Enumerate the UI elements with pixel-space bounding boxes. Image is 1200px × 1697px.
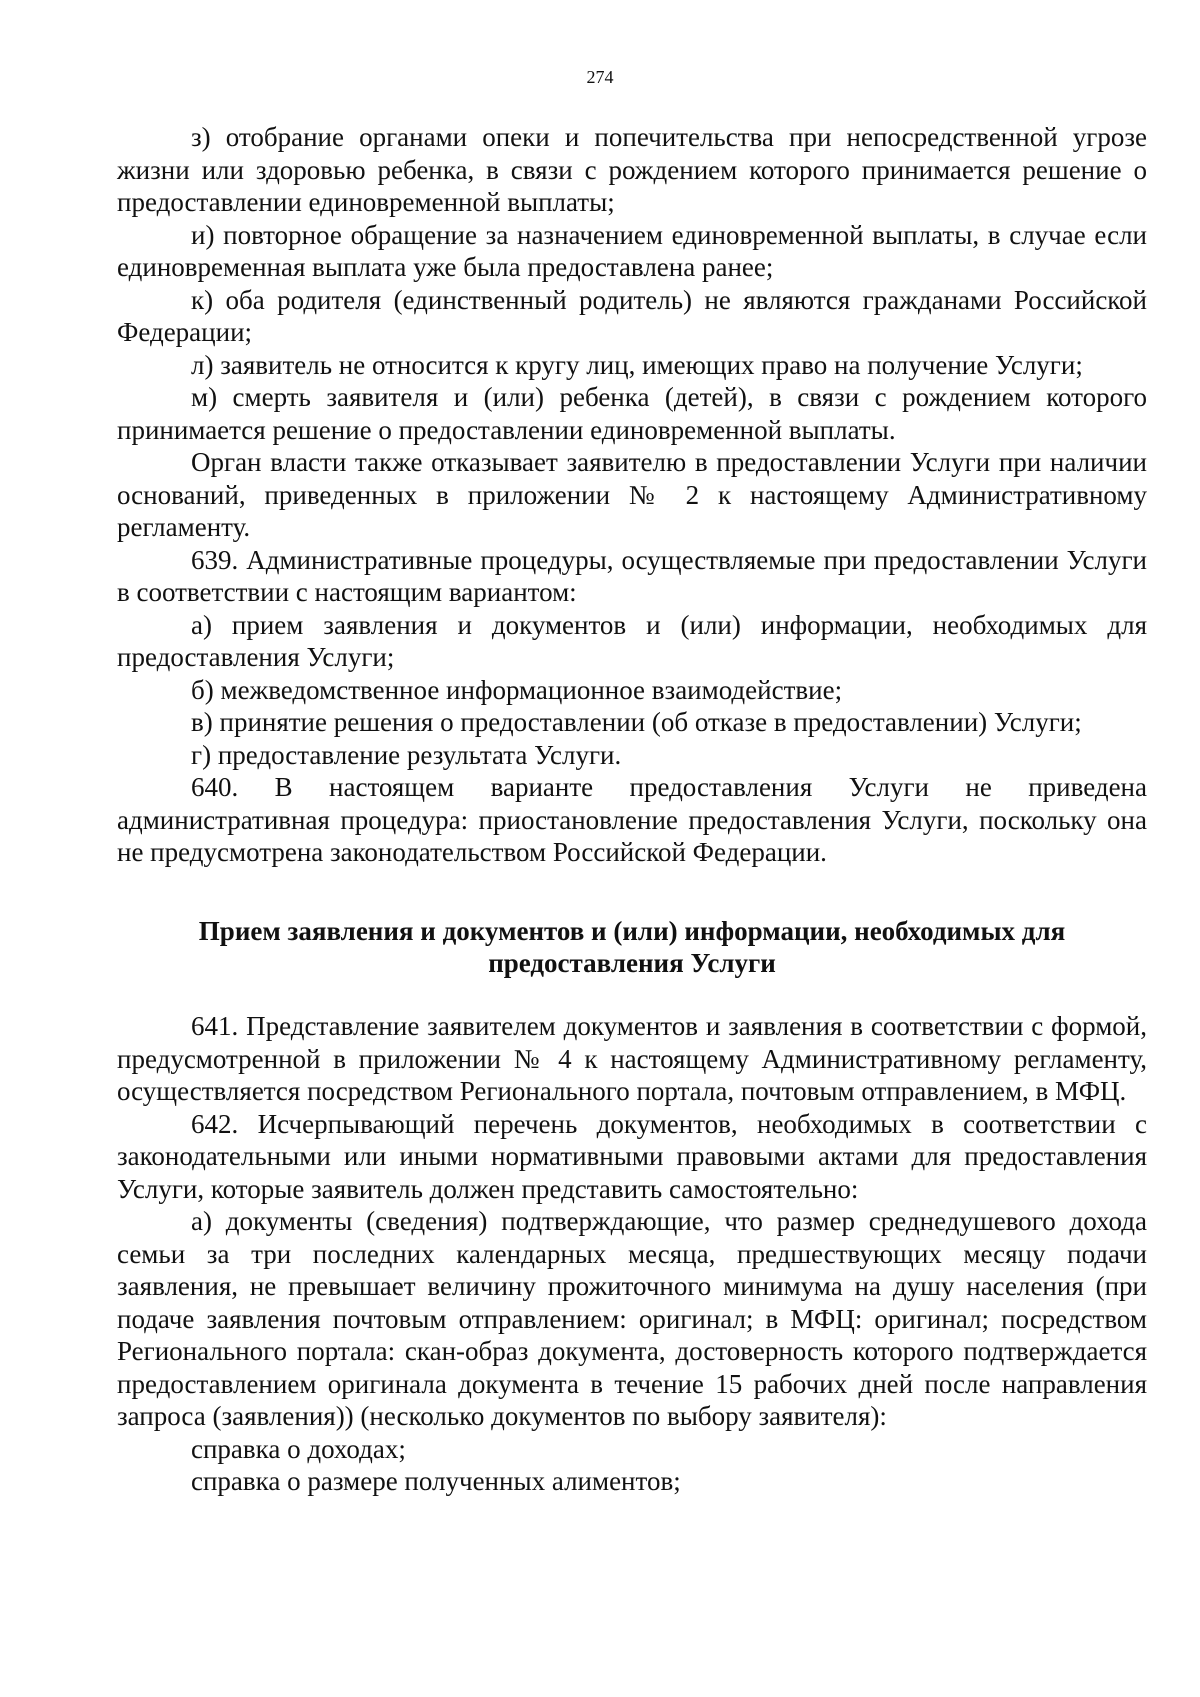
paragraph-refusal-grounds: Орган власти также отказывает заявителю в предоставлении Услуги при наличии оснований, приведенных в приложении № 2 к настоящему Административному регламенту. bbox=[117, 447, 1147, 542]
paragraph-639: 639. Административные процедуры, осуществляемые при предоставлении Услуги в соответствии с настоящим вариантом: bbox=[117, 544, 1147, 607]
paragraph-640: 640. В настоящем варианте предоставления Услуги не приведена административная процедура: приостановление предоставления Услуги, поскольку она не предусмотрена законодательством Российской Федерации. bbox=[117, 772, 1147, 867]
paragraph-alimony-certificate: справка о размере полученных алиментов; bbox=[191, 1466, 681, 1496]
paragraph-item-m: м) смерть заявителя и (или) ребенка (детей), в связи с рождением которого принимается решение о предоставлении единовременной выплаты. bbox=[117, 382, 1147, 445]
paragraph-income-certificate: справка о доходах; bbox=[191, 1433, 406, 1464]
page-number: 274 bbox=[586, 67, 614, 87]
paragraph-item-l: л) заявитель не относится к кругу лиц, имеющих право на получение Услуги; bbox=[191, 349, 1083, 380]
section-heading-line-2: предоставления Услуги bbox=[488, 948, 776, 978]
section-heading-line-1: Прием заявления и документов и (или) информации, необходимых для bbox=[198, 916, 1066, 946]
paragraph-item-b-procedure: б) межведомственное информационное взаимодействие; bbox=[191, 674, 843, 705]
paragraph-item-v-procedure: в) принятие решения о предоставлении (об отказе в предоставлении) Услуги; bbox=[191, 707, 1082, 737]
paragraph-item-z: з) отобрание органами опеки и попечительства при непосредственной угрозе жизни или здоровью ребенка, в связи с рождением которого принимается решение о предоставлении единовременной выплаты; bbox=[117, 122, 1147, 217]
paragraph-item-g-procedure: г) предоставление результата Услуги. bbox=[191, 739, 622, 770]
paragraph-item-i: и) повторное обращение за назначением единовременной выплаты, в случае если единовременная выплата уже была предоставлена ранее; bbox=[117, 219, 1147, 282]
paragraph-item-k: к) оба родителя (единственный родитель) не являются гражданами Российской Федерации; bbox=[117, 284, 1147, 347]
document-body-top bbox=[117, 121, 1147, 869]
paragraph-item-a-documents: а) документы (сведения) подтверждающие, что размер среднедушевого дохода семьи за три последних календарных месяца, предшествующих месяцу подачи заявления, не превышает величину прожиточного минимума на душу населения (при подаче заявления почтовым отправлением: оригинал; в МФЦ: оригинал; посредством Регионального портала: скан-образ документа, достоверность которого подтверждается предоставлением оригинала документа в течение 15 рабочих дней после направления запроса (заявления)) (несколько документов по выбору заявителя): bbox=[117, 1206, 1147, 1431]
paragraph-641: 641. Представление заявителем документов и заявления в соответствии с формой, предусмотренной в приложении № 4 к настоящему Административному регламенту, осуществляется посредством Регионального портала, почтовым отправлением, в МФЦ. bbox=[117, 1011, 1147, 1106]
section-heading bbox=[117, 915, 1147, 979]
paragraph-642: 642. Исчерпывающий перечень документов, необходимых в соответствии с законодательными или иными нормативными правовыми актами для предоставления Услуги, которые заявитель должен представить самостоятельно: bbox=[117, 1108, 1147, 1204]
document-body-bottom bbox=[117, 1010, 1147, 1498]
paragraph-item-a-procedure: а) прием заявления и документов и (или) информации, необходимых для предоставления Услуги; bbox=[117, 609, 1147, 672]
